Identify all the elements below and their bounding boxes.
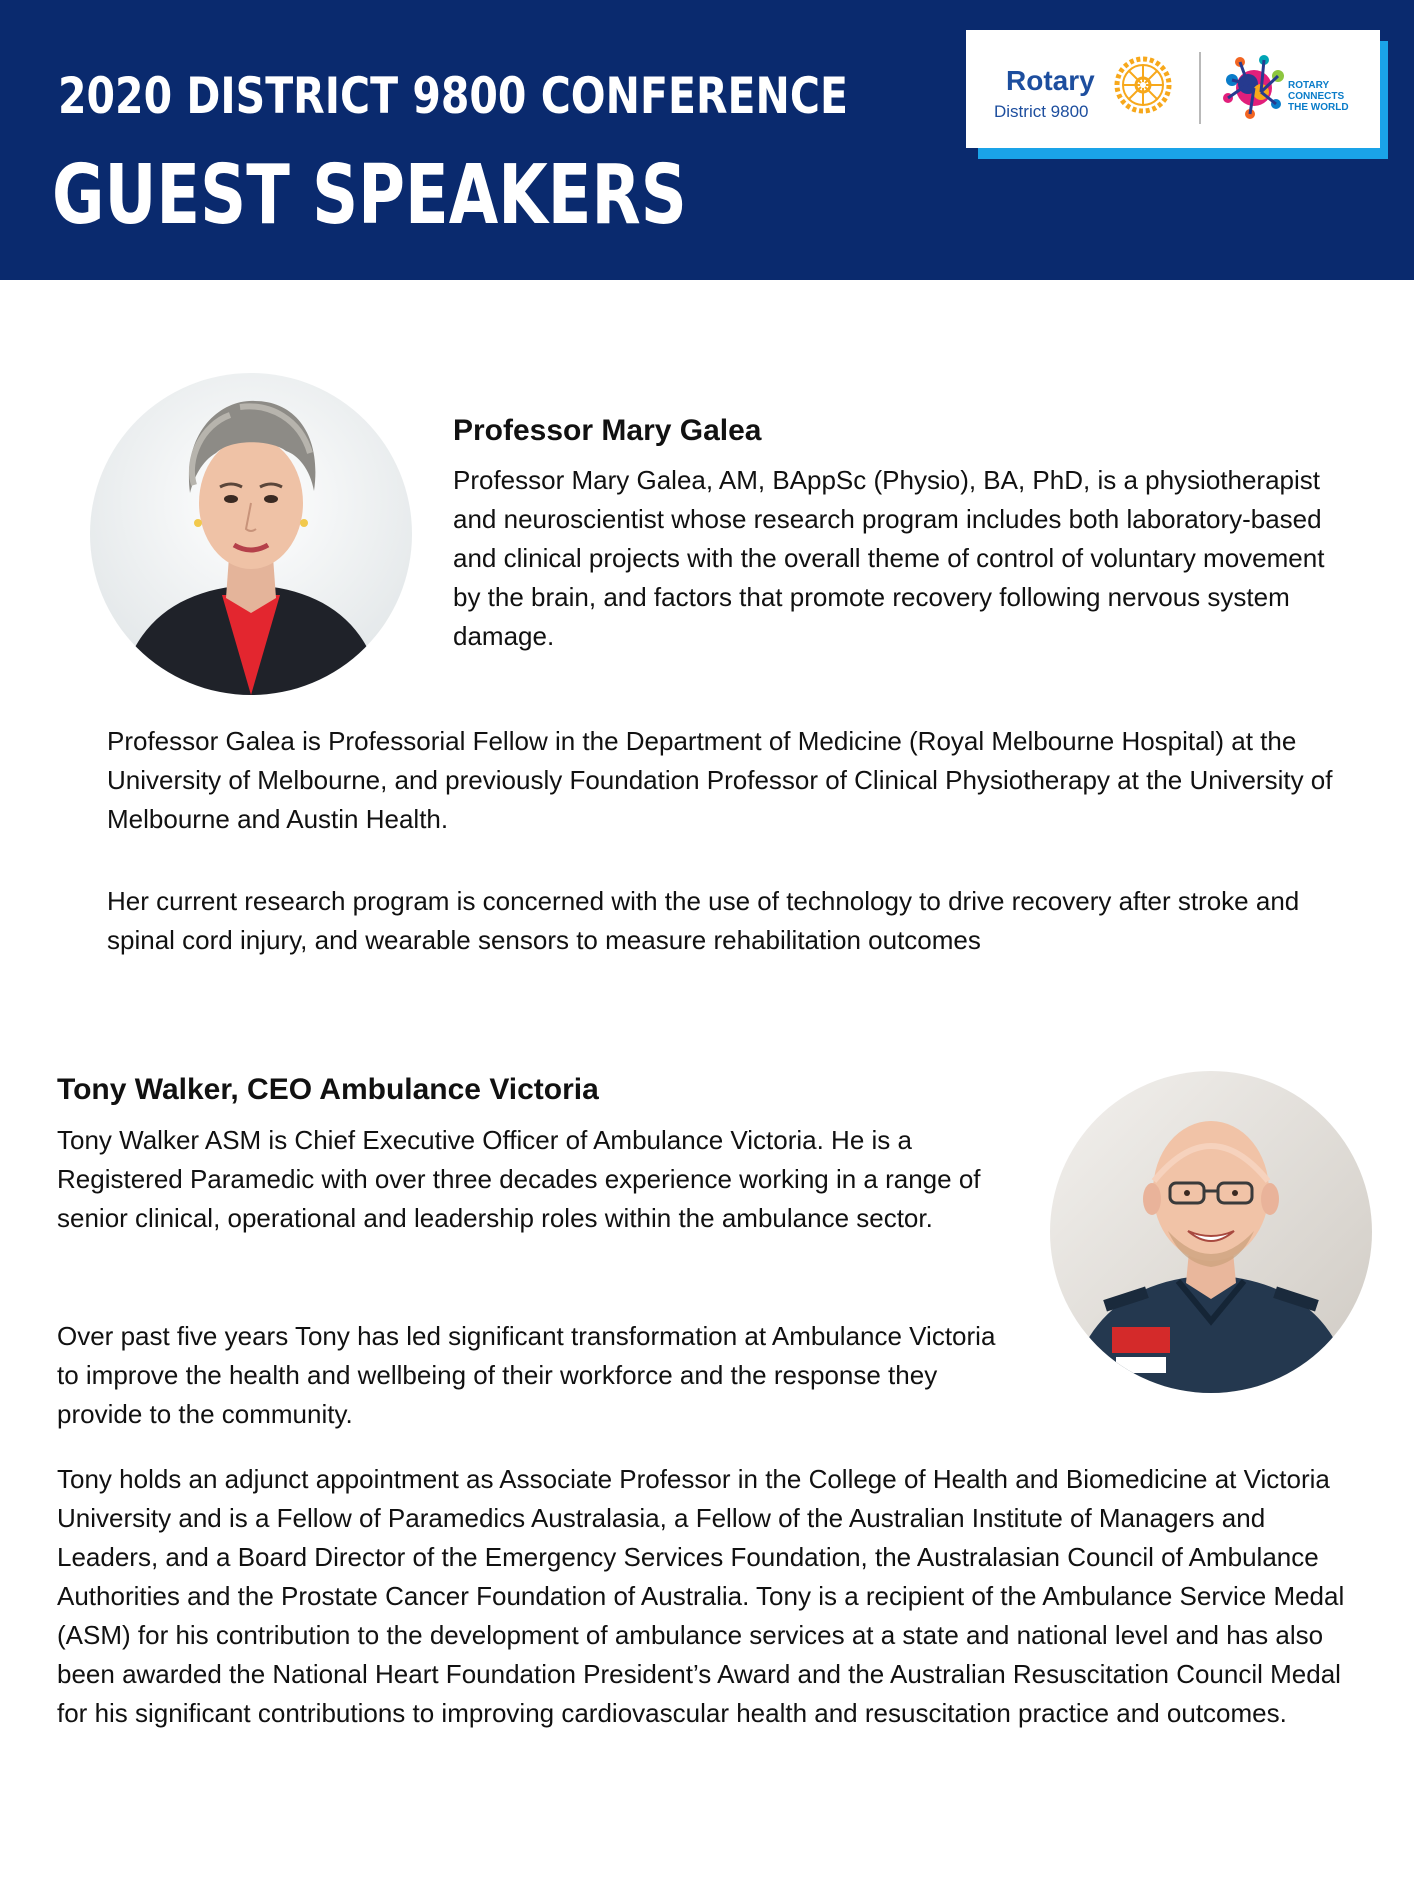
page-title: GUEST SPEAKERS [52,148,687,243]
speaker-name: Tony Walker, CEO Ambulance Victoria [57,1073,599,1106]
speaker-bio-paragraph: Professor Mary Galea, AM, BAppSc (Physio), BA, PhD, is a physiotherapist and neuroscientist whose research program includes both laboratory-based and clinical projects with the overall theme of control of voluntary movement by the brain, and factors that promote recovery following nervous system damage. [453,465,1325,651]
logo-tagline [1288,80,1368,113]
speaker-bio-paragraph: Professor Galea is Professorial Fellow in the Department of Medicine (Royal Melbourne Hospital) at the University of Melbourne, and previously Foundation Professor of Clinical Physiotherapy at the University of Melbourne and Austin Health. [107,726,1333,834]
logo-divider [1199,52,1201,124]
speaker-bio-paragraph: Her current research program is concerned with the use of technology to drive recovery after stroke and spinal cord injury, and wearable sensors to measure rehabilitation outcomes [107,886,1300,955]
speaker-bio-paragraph: Tony holds an adjunct appointment as Associate Professor in the College of Health and Biomedicine at Victoria University and is a Fellow of Paramedics Australasia, a Fellow of the Australian Institute of Managers and Leaders, and a Board Director of the Emergency Services Foundation, the Australasian Council of Ambulance Authorities and the Prostate Cancer Foundation of Australia. Tony is a recipient of the Ambulance Service Medal (ASM) for his contribution to the development of ambulance services at a state and national level and has also been awarded the National Heart Foundation President’s Award and the Australian Resuscitation Council Medal for his significant contributions to improving cardiovascular health and resuscitation practice and outcomes. [57,1464,1345,1728]
speaker-bio-paragraph: Over past five years Tony has led significant transformation at Ambulance Victoria to improve the health and wellbeing of their workforce and the response they provide to the community. [57,1321,996,1429]
header-banner [0,0,1414,280]
rotary-logo [966,30,1380,148]
tagline-line: CONNECTS [1288,91,1345,102]
tagline-line: THE WORLD [1288,102,1349,113]
rotary-wheel-icon [1112,54,1174,116]
portrait-paramedic-icon [1050,1071,1372,1393]
portrait-woman-icon [90,373,412,695]
speaker-name: Professor Mary Galea [453,414,762,447]
logo-brand: Rotary [1006,65,1095,96]
speaker-photo-mary-galea [90,373,412,695]
speaker-photo-tony-walker [1050,1071,1372,1393]
speaker-bio-paragraph: Tony Walker ASM is Chief Executive Officer of Ambulance Victoria. He is a Registered Paramedic with over three decades experience working in a range of senior clinical, operational and leadership roles within the ambulance sector. [57,1125,981,1233]
conference-title: 2020 DISTRICT 9800 CONFERENCE [58,67,848,125]
rotary-connects-icon [1214,50,1294,126]
logo-district: District 9800 [994,102,1089,121]
tagline-line: ROTARY [1288,80,1330,91]
